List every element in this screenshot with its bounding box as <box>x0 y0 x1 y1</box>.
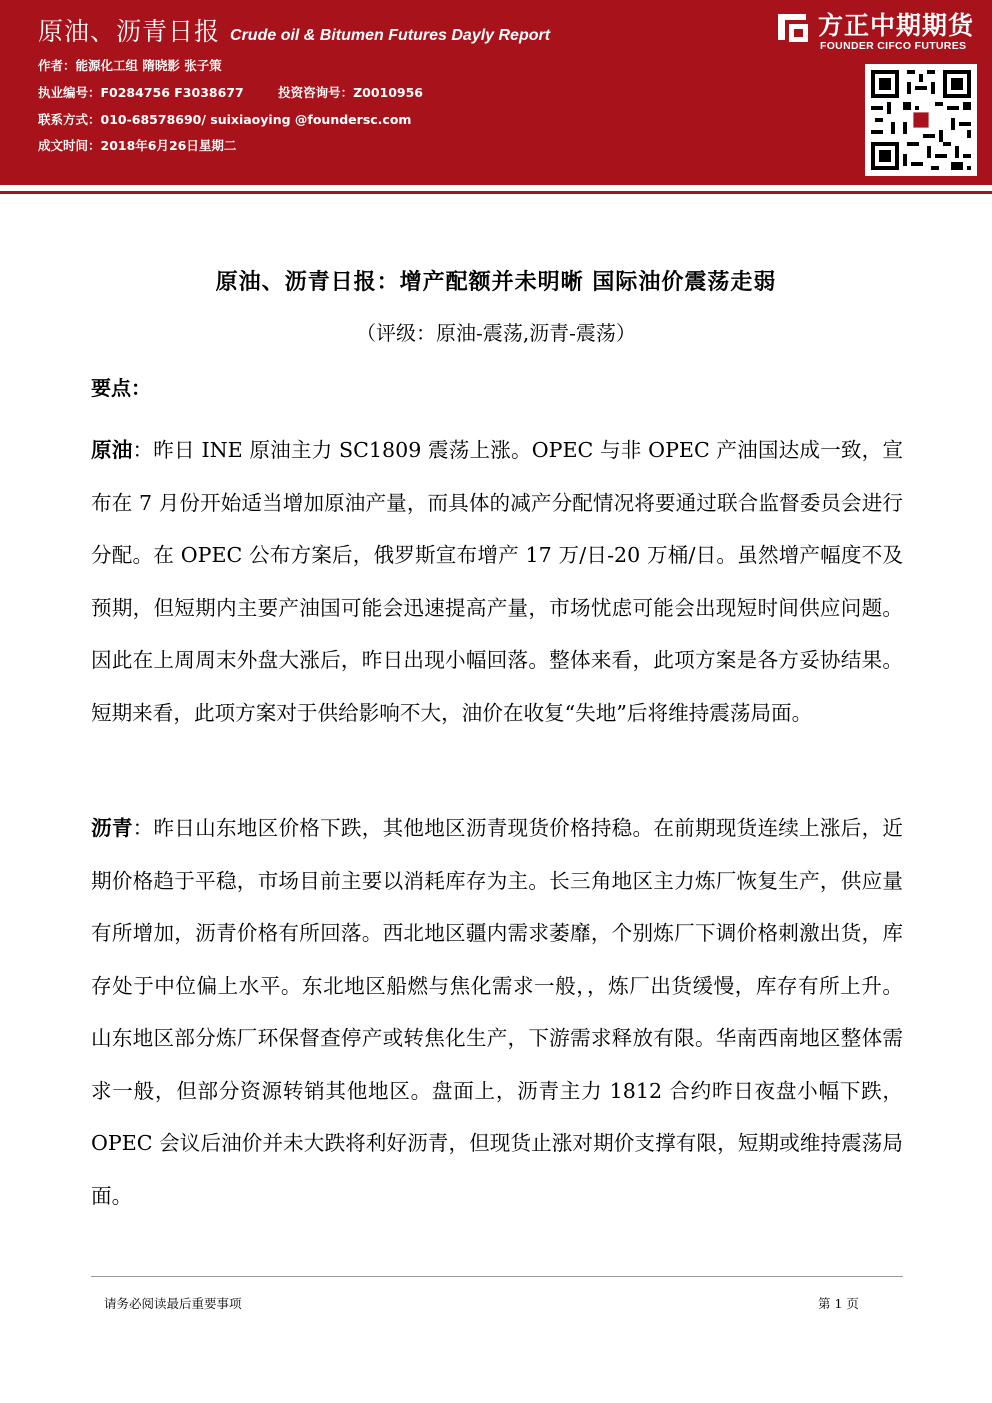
bitumen-text: ：昨日山东地区价格下跌，其他地区沥青现货价格持稳。在前期现货连续上涨后，近期价格趋于平稳，市场目前主要以消耗库存为主。长三角地区主力炼厂恢复生产，供应量有所增加，沥青价格有所回落。西北地区疆内需求萎靡，个别炼厂下调价格刺激出货，库存处于中位偏上水平。东北地区船燃与焦化需求一般，，炼厂出货缓慢，库存有所上升。山东地区部分炼厂环保督查停产或转焦化生产，下游需求释放有限。华南西南地区整体需求一般，但部分资源转销其他地区。盘面上，沥青主力 1812 合约昨日夜盘小幅下跌，OPEC 会议后油价并未大跌将利好沥青，但现货止涨对期价支撑有限，短期或维持震荡局面。 <box>91 816 903 1208</box>
page-number: 第 1 页 <box>818 1296 859 1311</box>
document-title: 原油、沥青日报：增产配额并未明晰 国际油价震荡走弱 <box>215 270 777 295</box>
report-title-cn: 原油、沥青日报 <box>38 17 221 46</box>
qr-code-icon <box>867 66 975 174</box>
founder-logo-icon <box>776 10 810 44</box>
license-line <box>38 83 423 101</box>
report-title-en: Crude oil & Bitumen Futures Dayly Report <box>230 27 551 44</box>
crude-oil-label: 原油 <box>91 438 133 462</box>
logo-name-en: FOUNDER CIFCO FUTURES <box>820 40 967 52</box>
contact-line: 联系方式：010-68578690/ suixiaoying @foundersc.com <box>38 112 412 127</box>
date-line: 成文时间：2018年6月26日星期二 <box>38 138 237 153</box>
bitumen-paragraph <box>91 802 903 1222</box>
license-number: 执业编号：F0284756 F3038677 <box>38 85 244 100</box>
author-line: 作者：能源化工组 隋晓影 张子策 <box>38 58 222 73</box>
advisory-number: 投资咨询号：Z0010956 <box>278 85 424 100</box>
footer-notice: 请务必阅读最后重要事项 <box>104 1296 242 1311</box>
qr-code <box>865 64 977 176</box>
report-header <box>0 0 992 185</box>
bitumen-label: 沥青 <box>91 816 133 840</box>
header-divider <box>0 191 992 194</box>
company-logo <box>776 6 986 56</box>
footer-divider <box>91 1276 903 1277</box>
rating-line: （评级：原油-震荡,沥青-震荡） <box>356 321 636 345</box>
logo-name-cn: 方正中期期货 <box>818 11 975 40</box>
key-points-heading: 要点： <box>91 376 151 400</box>
crude-oil-paragraph <box>91 424 903 739</box>
crude-oil-text: ：昨日 INE 原油主力 SC1809 震荡上涨。OPEC 与非 OPEC 产油国达成一致，宣布在 7 月份开始适当增加原油产量，而具体的减产分配情况将要通过联合监督委员会进行分配。在 OPEC 公布方案后，俄罗斯宣布增产 17 万/日-20 万桶/日。虽然增产幅度不及预期，但短期内主要产油国可能会迅速提高产量，市场忧虑可能会出现短时间供应问题。因此在上周周末外盘大涨后，昨日出现小幅回落。整体来看，此项方案是各方妥协结果。短期来看，此项方案对于供给影响不大，油价在收复“失地”后将维持震荡局面。 <box>91 438 904 725</box>
report-title-banner <box>38 12 550 46</box>
